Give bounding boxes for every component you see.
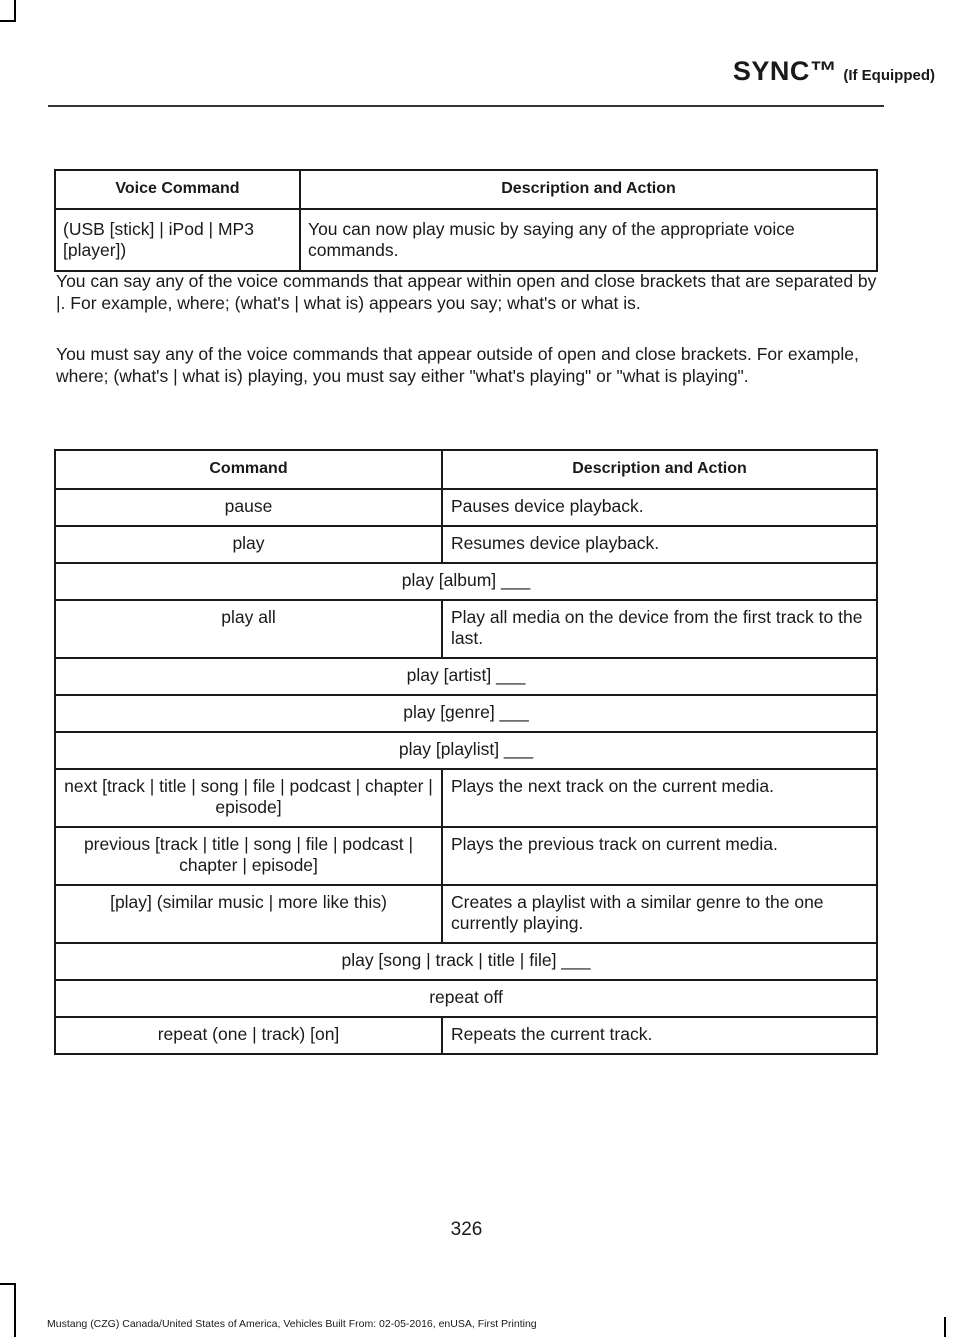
command-cell-full: play [playlist] ___ xyxy=(55,732,877,769)
voice-command-table xyxy=(54,169,878,272)
command-cell: (USB [stick] | iPod | MP3 [player]) xyxy=(55,209,300,271)
description-cell: Pauses device playback. xyxy=(442,489,877,526)
command-cell: repeat (one | track) [on] xyxy=(55,1017,442,1054)
table-row xyxy=(55,695,877,732)
command-cell: previous [track | title | song | file | podcast | chapter | episode] xyxy=(55,827,442,885)
command-cell-full: play [genre] ___ xyxy=(55,695,877,732)
crop-mark xyxy=(14,0,16,22)
header-divider xyxy=(48,105,884,107)
table-header-row xyxy=(55,450,877,489)
description-cell: Repeats the current track. xyxy=(442,1017,877,1054)
command-cell: [play] (similar music | more like this) xyxy=(55,885,442,943)
table-row xyxy=(55,1017,877,1054)
command-cell: play all xyxy=(55,600,442,658)
table-header-row xyxy=(55,170,877,209)
page-header xyxy=(0,56,935,87)
table-row xyxy=(55,209,877,271)
table-row xyxy=(55,980,877,1017)
page-title: SYNC™ xyxy=(732,56,838,86)
page-footer: Mustang (CZG) Canada/United States of America, Vehicles Built From: 02-05-2016, enUSA, First Printing xyxy=(47,1318,537,1330)
command-cell: play xyxy=(55,526,442,563)
table-row xyxy=(55,658,877,695)
command-cell-full: repeat off xyxy=(55,980,877,1017)
description-cell: Plays the previous track on current media. xyxy=(442,827,877,885)
column-header: Voice Command xyxy=(55,170,300,209)
column-header: Description and Action xyxy=(442,450,877,489)
command-cell-full: play [album] ___ xyxy=(55,563,877,600)
media-command-table xyxy=(54,449,878,1055)
column-header: Description and Action xyxy=(300,170,877,209)
table-row xyxy=(55,563,877,600)
column-header: Command xyxy=(55,450,442,489)
crop-mark xyxy=(0,20,16,22)
crop-mark xyxy=(14,1283,16,1337)
table-row xyxy=(55,827,877,885)
command-cell: next [track | title | song | file | podcast | chapter | episode] xyxy=(55,769,442,827)
crop-mark xyxy=(944,1317,946,1337)
paragraph: You can say any of the voice commands that appear within open and close brackets that are separated by |. For example, where; (what's | what is) appears you say; what's or what is. xyxy=(56,271,877,313)
description-cell: Resumes device playback. xyxy=(442,526,877,563)
description-cell: Creates a playlist with a similar genre to the one currently playing. xyxy=(442,885,877,943)
description-cell: You can now play music by saying any of the appropriate voice commands. xyxy=(300,209,877,271)
page-number: 326 xyxy=(450,1219,483,1240)
description-cell: Plays the next track on the current media. xyxy=(442,769,877,827)
paragraph: You must say any of the voice commands that appear outside of open and close brackets. For example, where; (what's | what is) playing, you must say either "what's playing" or "what is playing". xyxy=(56,344,859,386)
table-row xyxy=(55,732,877,769)
command-cell-full: play [song | track | title | file] ___ xyxy=(55,943,877,980)
page-subtitle: (If Equipped) xyxy=(843,67,935,84)
table-row xyxy=(55,885,877,943)
command-cell: pause xyxy=(55,489,442,526)
table-row xyxy=(55,769,877,827)
command-cell-full: play [artist] ___ xyxy=(55,658,877,695)
table-row xyxy=(55,489,877,526)
table-row xyxy=(55,526,877,563)
table-row xyxy=(55,943,877,980)
crop-mark xyxy=(0,1283,16,1285)
description-cell: Play all media on the device from the first track to the last. xyxy=(442,600,877,658)
table-row xyxy=(55,600,877,658)
